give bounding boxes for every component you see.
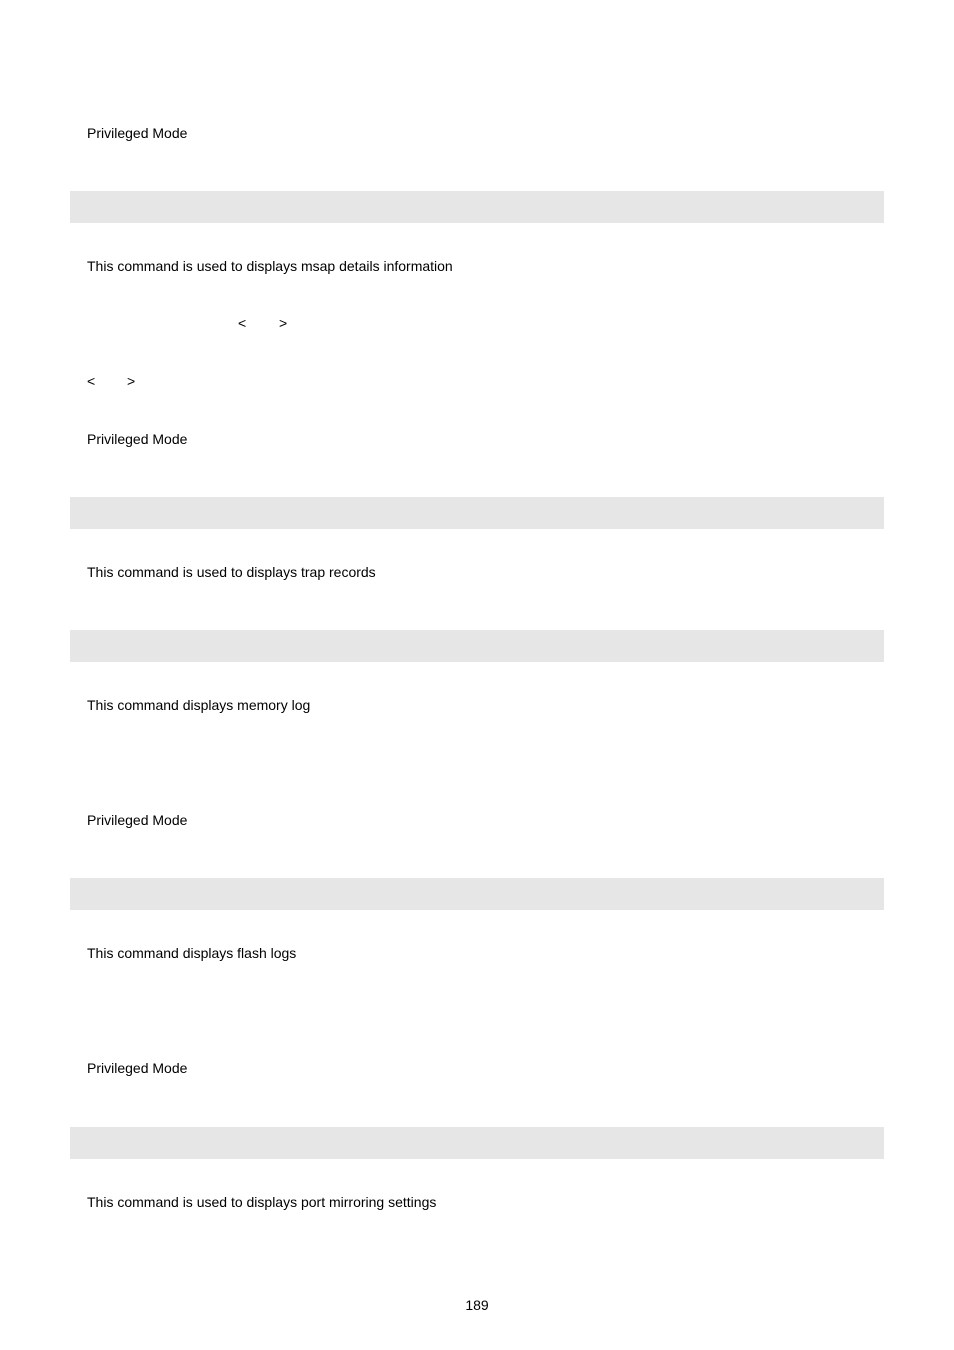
syntax-bracket-close: > [279, 315, 288, 331]
description-text: This command displays memory log [87, 697, 311, 713]
description-text: This command is used to displays trap records [87, 564, 376, 580]
description-text: This command is used to displays msap details information [87, 258, 453, 274]
mode-text: Privileged Mode [87, 431, 188, 447]
command-header-bar [70, 1127, 884, 1159]
page-number: 189 [465, 1297, 489, 1313]
syntax-bracket-open: < [238, 315, 247, 331]
command-header-bar [70, 878, 884, 910]
mode-text: Privileged Mode [87, 812, 188, 828]
mode-text: Privileged Mode [87, 125, 188, 141]
parameter-bracket-close: > [127, 373, 136, 389]
description-text: This command is used to displays port mirroring settings [87, 1194, 437, 1210]
command-header-bar [70, 497, 884, 529]
description-text: This command displays flash logs [87, 945, 297, 961]
command-header-bar [70, 191, 884, 223]
parameter-bracket-open: < [87, 373, 96, 389]
mode-text: Privileged Mode [87, 1060, 188, 1076]
command-header-bar [70, 630, 884, 662]
